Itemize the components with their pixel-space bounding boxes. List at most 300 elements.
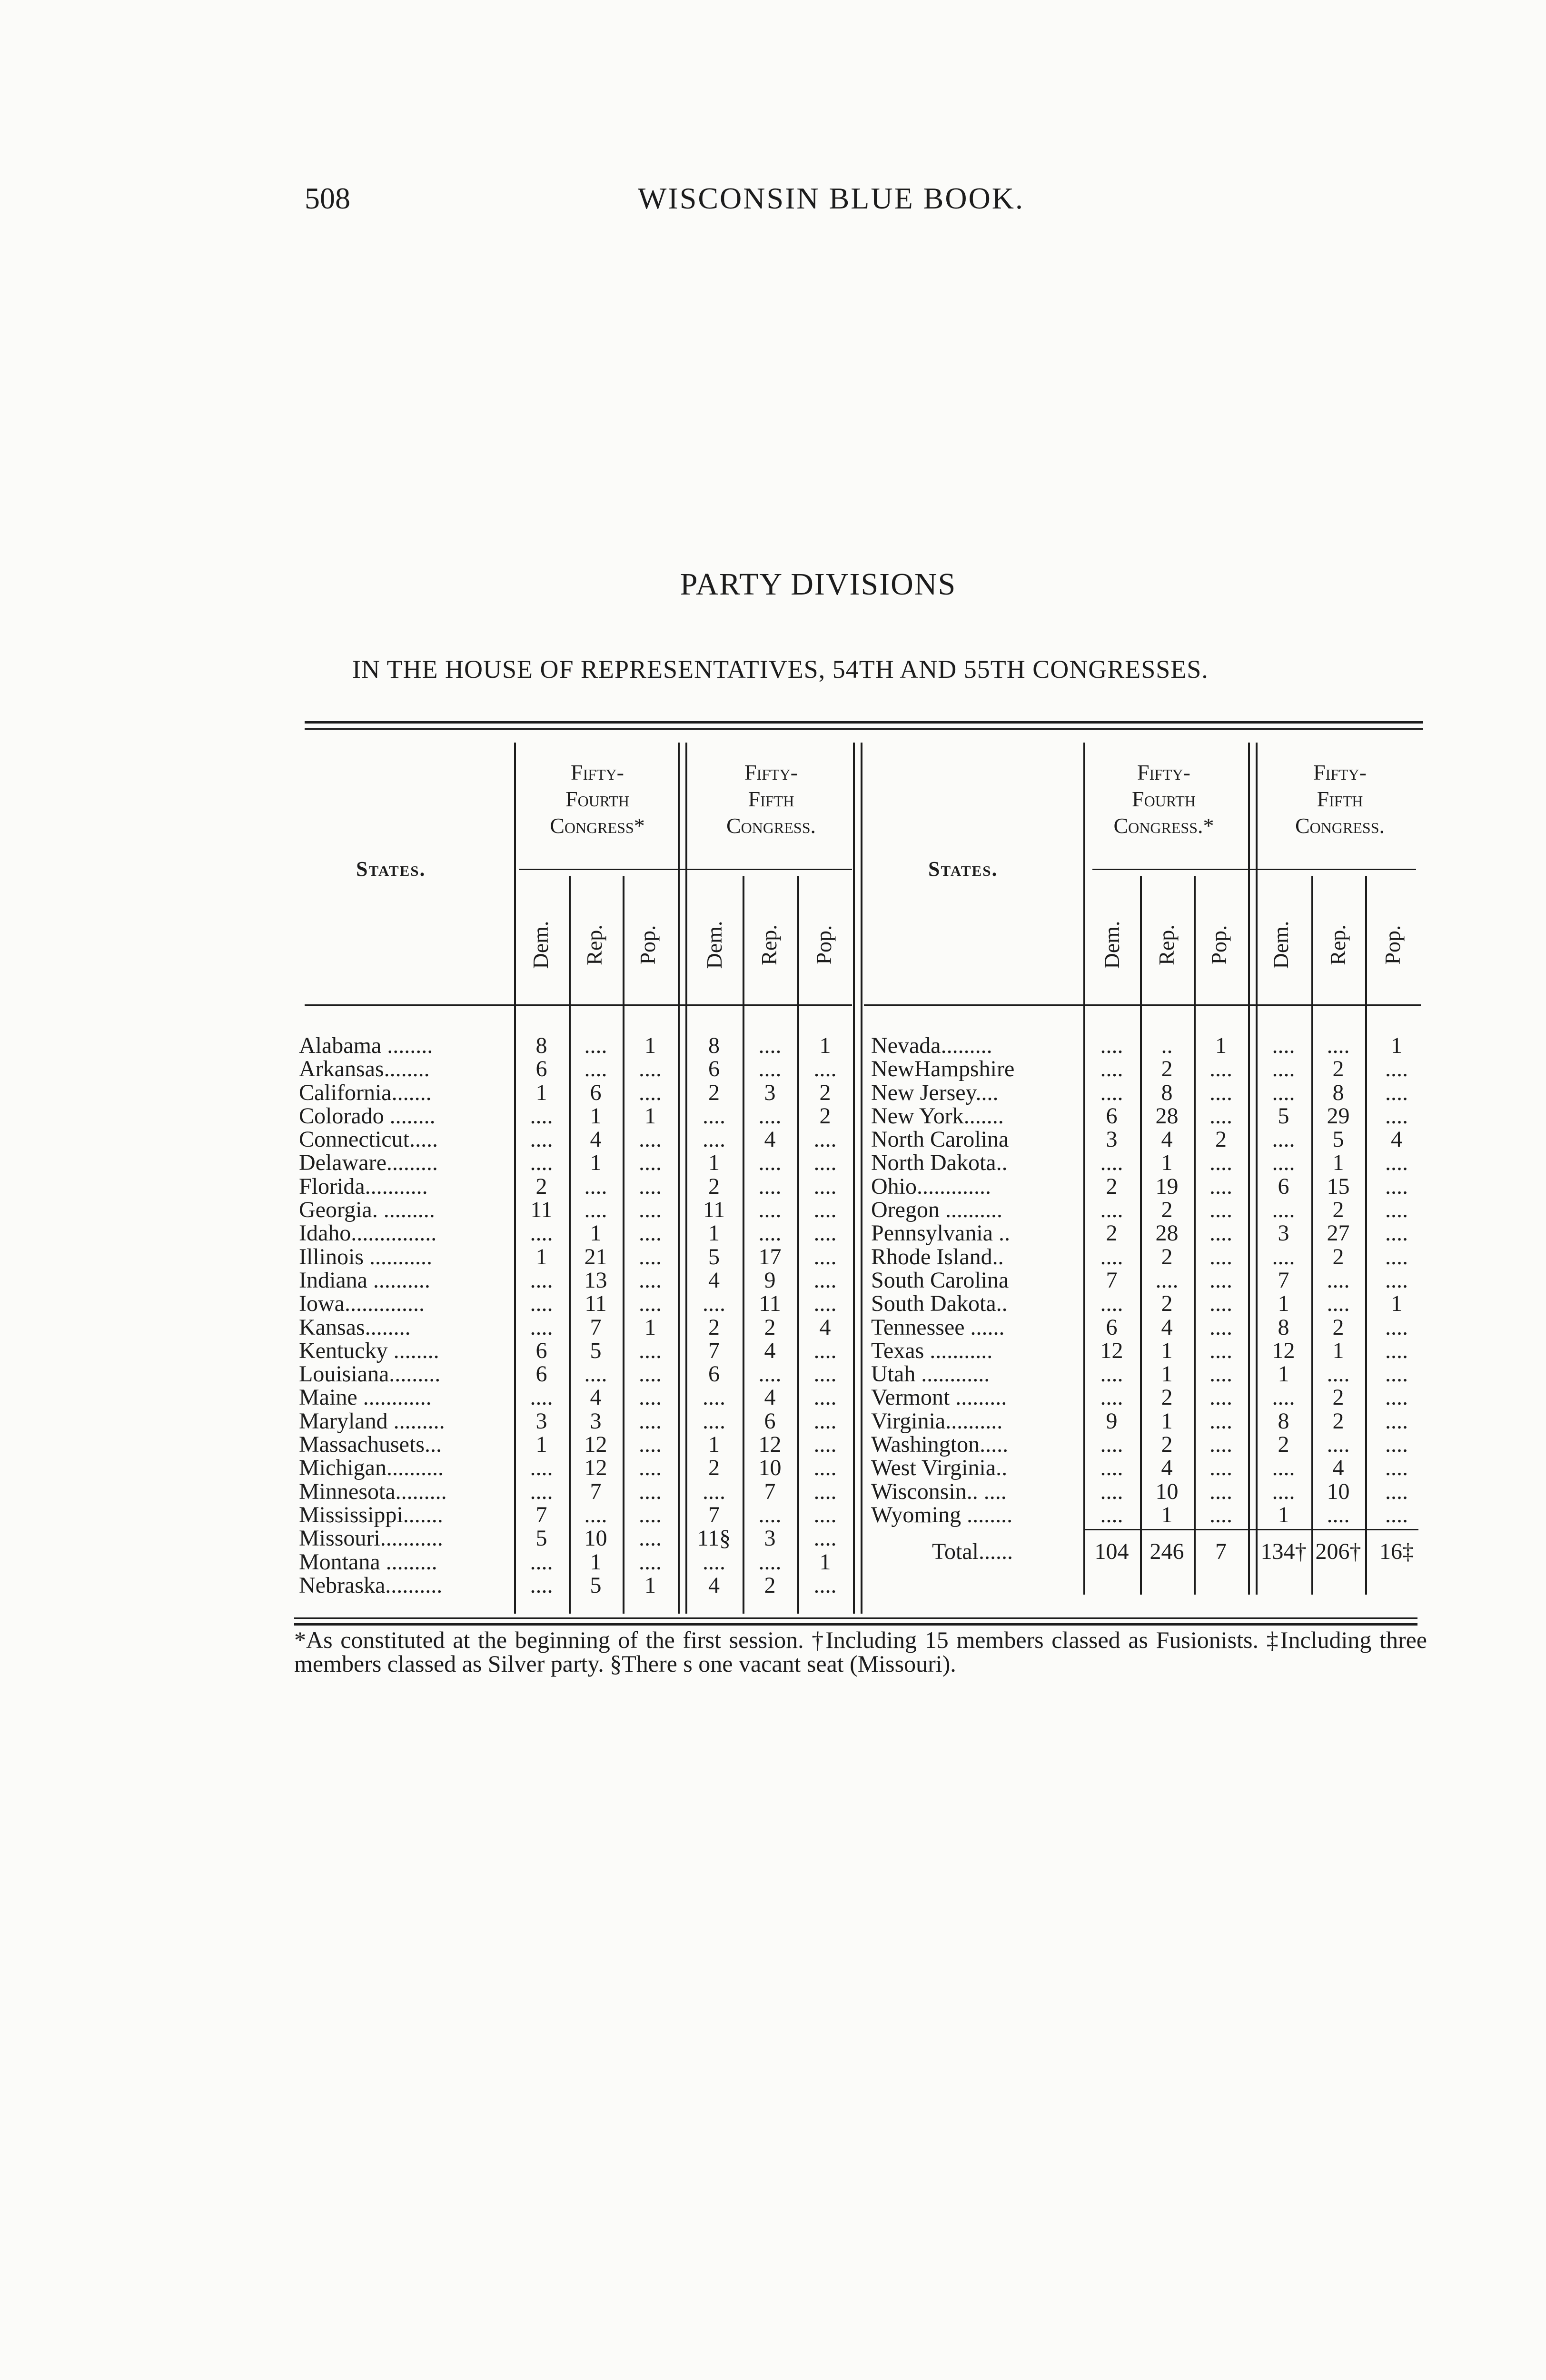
- cell-rep-55: 3: [764, 1526, 776, 1551]
- cell-rep-55: 2: [764, 1572, 776, 1598]
- table-row: [299, 1433, 856, 1456]
- state-name: Massachusets...: [299, 1432, 442, 1458]
- cell-rep-55: 3: [764, 1080, 776, 1105]
- cell-pop-54: ....: [1209, 1244, 1232, 1269]
- cell-dem-55: ....: [1272, 1127, 1295, 1152]
- cell-rep-55: 4: [764, 1338, 776, 1363]
- cell-dem-54: ....: [530, 1127, 553, 1152]
- cell-rep-55: 5: [1332, 1127, 1344, 1152]
- cell-rep-55: 2: [764, 1314, 776, 1340]
- cell-pop-54: ....: [1209, 1385, 1232, 1410]
- cell-rep-54: 12: [584, 1455, 607, 1481]
- cell-pop-55: ....: [813, 1197, 837, 1223]
- cell-rep-54: 7: [590, 1314, 602, 1340]
- state-name: Oregon ..........: [871, 1197, 1002, 1223]
- table-row: [871, 1104, 1428, 1128]
- cell-rep-54: 2: [1161, 1197, 1173, 1223]
- table-row: [871, 1175, 1428, 1198]
- cell-rep-55: 27: [1327, 1220, 1350, 1246]
- cell-rep-55: ....: [1327, 1267, 1350, 1293]
- table-row: [299, 1245, 856, 1269]
- cell-rep-54: 7: [590, 1478, 602, 1504]
- cell-pop-55: ....: [813, 1502, 837, 1527]
- group-55-line3: Congress.: [726, 813, 816, 838]
- cell-dem-54: 3: [535, 1408, 547, 1434]
- table-row: [871, 1362, 1428, 1386]
- table-row: [299, 1292, 856, 1315]
- cell-rep-55: 2: [1332, 1385, 1344, 1410]
- table-row: [871, 1316, 1428, 1339]
- cell-dem-55: 6: [708, 1361, 720, 1387]
- cell-rep-54: 1: [1161, 1502, 1173, 1527]
- state-name: Ohio.............: [871, 1173, 991, 1199]
- state-name: Wyoming ........: [871, 1502, 1013, 1527]
- group-underline-right: [1092, 869, 1416, 870]
- cell-pop-55: ....: [813, 1173, 837, 1199]
- cell-dem-55: ....: [1272, 1385, 1295, 1410]
- cell-rep-55: 2: [1332, 1314, 1344, 1340]
- cell-rep-54: 10: [584, 1526, 607, 1551]
- cell-rep-55: ....: [1327, 1033, 1350, 1058]
- cell-rep-54: ....: [584, 1033, 607, 1058]
- cell-dem-54: 6: [535, 1056, 547, 1082]
- table-row: [299, 1550, 856, 1574]
- cell-pop-54: ....: [639, 1408, 662, 1434]
- cell-rep-55: ....: [1327, 1361, 1350, 1387]
- cell-rep-54: 4: [590, 1127, 602, 1152]
- cell-pop-54: 2: [1215, 1127, 1227, 1152]
- table-row: [299, 1269, 856, 1292]
- table-row: [871, 1057, 1428, 1081]
- cell-dem-55: 6: [1278, 1173, 1289, 1199]
- cell-rep-54: 1: [590, 1103, 602, 1129]
- cell-dem-55: 5: [708, 1244, 720, 1269]
- cell-dem-55: 12: [1272, 1338, 1295, 1363]
- cell-rep-55: ....: [1327, 1291, 1350, 1317]
- cell-pop-55: ....: [813, 1361, 837, 1387]
- cell-rep-55: 7: [764, 1478, 776, 1504]
- total-rule: [1085, 1529, 1418, 1530]
- cell-dem-55: ....: [1272, 1033, 1295, 1058]
- cell-pop-54: ....: [639, 1220, 662, 1246]
- cell-pop-55: ....: [1385, 1314, 1408, 1340]
- table-row: [871, 1456, 1428, 1479]
- states-header-right: States.: [928, 857, 998, 881]
- state-name: Pennsylvania ..: [871, 1220, 1010, 1246]
- cell-rep-54: 1: [590, 1220, 602, 1246]
- cell-rep-55: 2: [1332, 1197, 1344, 1223]
- cell-dem-55: 2: [708, 1173, 720, 1199]
- cell-pop-54: ....: [1209, 1150, 1232, 1176]
- cell-dem-54: ....: [1100, 1432, 1123, 1458]
- table-row: [871, 1339, 1428, 1362]
- col-rep-54-left: Rep.: [582, 924, 606, 965]
- cell-rep-54: 21: [584, 1244, 607, 1269]
- bottom-rule-thick: [294, 1623, 1417, 1626]
- cell-rep-54: 28: [1155, 1103, 1179, 1129]
- table-row: [871, 1292, 1428, 1315]
- state-name: Louisiana.........: [299, 1361, 441, 1387]
- state-name: Idaho...............: [299, 1220, 437, 1246]
- footnote: *As constituted at the beginning of the first session. †Including 15 members classed as Fusionists. ‡Including three members classed as Silver party. §There s one vacant seat (Missouri).: [294, 1626, 1427, 1677]
- table-row: [299, 1104, 856, 1128]
- state-name: Colorado ........: [299, 1103, 436, 1129]
- cell-dem-55: ....: [1272, 1244, 1295, 1269]
- cell-rep-54: ..: [1161, 1033, 1173, 1058]
- group-54r-line3: Congress.*: [1113, 813, 1214, 838]
- cell-pop-54: 1: [644, 1572, 656, 1598]
- cell-pop-54: ....: [1209, 1080, 1232, 1105]
- col-dem-54-left: Dem.: [528, 921, 553, 969]
- state-name: New Jersey....: [871, 1080, 999, 1105]
- group-54-header-right: [1085, 759, 1242, 839]
- cell-dem-55: 8: [1278, 1408, 1289, 1434]
- table-row: [299, 1175, 856, 1198]
- cell-pop-55: ....: [1385, 1432, 1408, 1458]
- col-pop-55-left: Pop.: [811, 925, 836, 965]
- cell-dem-54: 1: [535, 1432, 547, 1458]
- cell-pop-54: ....: [639, 1385, 662, 1410]
- cell-dem-54: ....: [1100, 1244, 1123, 1269]
- cell-dem-54: 1: [535, 1080, 547, 1105]
- state-name: Indiana ..........: [299, 1267, 430, 1293]
- group-55-header-left: [690, 759, 852, 839]
- cell-pop-54: 1: [644, 1103, 656, 1129]
- cell-dem-54: ....: [1100, 1502, 1123, 1527]
- cell-pop-55: ....: [813, 1385, 837, 1410]
- cell-pop-55: ....: [1385, 1338, 1408, 1363]
- cell-pop-55: 2: [819, 1080, 831, 1105]
- table-row: [299, 1456, 856, 1479]
- cell-dem-55: 7: [1278, 1267, 1289, 1293]
- cell-dem-54: ....: [1100, 1455, 1123, 1481]
- cell-dem-55: 1: [708, 1220, 720, 1246]
- state-name: Minnesota.........: [299, 1478, 447, 1504]
- group-54r-line1: Fifty-: [1137, 760, 1190, 784]
- cell-pop-55: ....: [813, 1150, 837, 1176]
- cell-rep-55: ....: [1327, 1432, 1350, 1458]
- table-row: [299, 1409, 856, 1433]
- cell-dem-55: 11§: [697, 1526, 731, 1551]
- cell-pop-55: ....: [1385, 1056, 1408, 1082]
- total-dem-54: 104: [1094, 1539, 1129, 1564]
- group-54-line1: Fifty-: [570, 760, 624, 784]
- group-55r-line3: Congress.: [1295, 813, 1385, 838]
- cell-rep-55: 4: [764, 1127, 776, 1152]
- cell-rep-55: 12: [758, 1432, 782, 1458]
- cell-rep-54: ....: [1155, 1267, 1179, 1293]
- total-pop-54: 7: [1215, 1539, 1227, 1564]
- cell-pop-54: ....: [639, 1197, 662, 1223]
- state-name: Virginia..........: [871, 1408, 1003, 1434]
- group-54-header-left: [516, 759, 678, 839]
- cell-pop-54: ....: [1209, 1338, 1232, 1363]
- cell-pop-54: ....: [1209, 1103, 1232, 1129]
- col-rep-54-right: Rep.: [1154, 924, 1179, 965]
- header-rule-left: [305, 1004, 852, 1006]
- cell-dem-54: 2: [1106, 1220, 1118, 1246]
- cell-pop-55: ....: [813, 1408, 837, 1434]
- table-row: [871, 1198, 1428, 1221]
- states-header-left: States.: [356, 857, 426, 881]
- state-name: Missouri...........: [299, 1526, 443, 1551]
- cell-rep-54: 13: [584, 1267, 607, 1293]
- cell-rep-55: 6: [764, 1408, 776, 1434]
- cell-rep-55: 4: [764, 1385, 776, 1410]
- cell-dem-55: 11: [703, 1197, 725, 1223]
- cell-rep-54: ....: [584, 1173, 607, 1199]
- cell-pop-55: ....: [813, 1572, 837, 1598]
- table-row: [299, 1362, 856, 1386]
- cell-dem-54: 2: [535, 1173, 547, 1199]
- cell-pop-55: 1: [1391, 1033, 1402, 1058]
- cell-dem-54: 6: [1106, 1314, 1118, 1340]
- cell-rep-55: 15: [1327, 1173, 1350, 1199]
- table-row: [871, 1269, 1428, 1292]
- col-dem-54-right: Dem.: [1099, 921, 1124, 969]
- state-name: Arkansas........: [299, 1056, 430, 1082]
- cell-rep-54: 4: [1161, 1314, 1173, 1340]
- cell-dem-54: ....: [530, 1549, 553, 1575]
- cell-dem-54: ....: [1100, 1033, 1123, 1058]
- cell-rep-54: 4: [590, 1385, 602, 1410]
- col-pop-54-right: Pop.: [1206, 925, 1231, 965]
- state-name: Michigan..........: [299, 1455, 444, 1481]
- group-54-line2: Fourth: [565, 787, 629, 811]
- cell-rep-55: 4: [1332, 1455, 1344, 1481]
- cell-pop-55: ....: [1385, 1220, 1408, 1246]
- cell-dem-54: ....: [530, 1314, 553, 1340]
- cell-dem-55: 7: [708, 1338, 720, 1363]
- bottom-rule: [294, 1617, 1417, 1619]
- total-rep-55: 206†: [1315, 1539, 1361, 1564]
- cell-pop-54: ....: [639, 1526, 662, 1551]
- col-pop-54-left: Pop.: [635, 925, 660, 965]
- total-rep-54: 246: [1150, 1539, 1184, 1564]
- group-54-line3: Congress*: [550, 813, 645, 838]
- cell-rep-55: ....: [758, 1502, 782, 1527]
- cell-dem-55: ....: [1272, 1455, 1295, 1481]
- table-row: [299, 1574, 856, 1597]
- cell-rep-55: 17: [758, 1244, 782, 1269]
- cell-pop-54: ....: [1209, 1173, 1232, 1199]
- cell-pop-54: ....: [1209, 1478, 1232, 1504]
- cell-dem-55: 1: [1278, 1291, 1289, 1317]
- total-label: Total......: [932, 1539, 1013, 1564]
- cell-pop-54: ....: [639, 1502, 662, 1527]
- cell-pop-54: ....: [639, 1549, 662, 1575]
- top-rule-thin: [305, 728, 1423, 730]
- table-row: [299, 1339, 856, 1362]
- cell-rep-54: 1: [1161, 1361, 1173, 1387]
- state-name: Vermont .........: [871, 1385, 1007, 1410]
- state-name: California.......: [299, 1080, 432, 1105]
- cell-pop-55: ....: [1385, 1361, 1408, 1387]
- cell-rep-55: 2: [1332, 1244, 1344, 1269]
- col-pop-55-right: Pop.: [1380, 925, 1405, 965]
- state-name: West Virginia..: [871, 1455, 1008, 1481]
- cell-dem-54: 7: [535, 1502, 547, 1527]
- cell-dem-54: 11: [530, 1197, 553, 1223]
- state-name: Nebraska..........: [299, 1572, 443, 1598]
- table-row: [871, 1503, 1428, 1527]
- cell-pop-55: 4: [819, 1314, 831, 1340]
- right-table-body: [871, 1034, 1428, 1527]
- state-name: North Dakota..: [871, 1150, 1008, 1176]
- table-row: [299, 1128, 856, 1151]
- table-row: [871, 1128, 1428, 1151]
- cell-rep-55: ....: [758, 1549, 782, 1575]
- header-rule-right: [864, 1004, 1421, 1006]
- cell-pop-54: ....: [639, 1478, 662, 1504]
- cell-pop-55: ....: [813, 1526, 837, 1551]
- cell-rep-55: ....: [758, 1361, 782, 1387]
- state-name: Washington.....: [871, 1432, 1009, 1458]
- table-row: [871, 1034, 1428, 1057]
- cell-dem-54: 9: [1106, 1408, 1118, 1434]
- cell-dem-55: 2: [708, 1314, 720, 1340]
- cell-dem-55: ....: [703, 1549, 725, 1575]
- cell-dem-54: 2: [1106, 1173, 1118, 1199]
- cell-rep-55: 2: [1332, 1408, 1344, 1434]
- cell-dem-54: 12: [1100, 1338, 1123, 1363]
- cell-dem-55: 2: [1278, 1432, 1289, 1458]
- cell-rep-55: ....: [758, 1197, 782, 1223]
- cell-pop-54: ....: [1209, 1432, 1232, 1458]
- cell-dem-54: ....: [530, 1572, 553, 1598]
- cell-pop-55: ....: [1385, 1080, 1408, 1105]
- cell-dem-55: 8: [1278, 1314, 1289, 1340]
- cell-rep-54: 2: [1161, 1291, 1173, 1317]
- cell-pop-55: ....: [813, 1244, 837, 1269]
- table-row: [299, 1151, 856, 1174]
- cell-rep-54: 1: [1161, 1150, 1173, 1176]
- cell-dem-54: ....: [1100, 1197, 1123, 1223]
- cell-rep-55: ....: [758, 1103, 782, 1129]
- table-row: [299, 1316, 856, 1339]
- cell-pop-54: ....: [1209, 1502, 1232, 1527]
- cell-dem-55: 2: [708, 1455, 720, 1481]
- cell-rep-55: ....: [758, 1220, 782, 1246]
- cell-rep-55: ....: [758, 1033, 782, 1058]
- cell-pop-55: ....: [813, 1432, 837, 1458]
- cell-dem-55: ....: [703, 1127, 725, 1152]
- cell-dem-55: 3: [1278, 1220, 1289, 1246]
- cell-dem-54: ....: [530, 1267, 553, 1293]
- cell-pop-55: ....: [1385, 1103, 1408, 1129]
- cell-pop-54: ....: [639, 1127, 662, 1152]
- group-55r-line1: Fifty-: [1313, 760, 1367, 784]
- total-pop-55: 16‡: [1379, 1539, 1414, 1564]
- group-55-line1: Fifty-: [744, 760, 798, 784]
- state-name: Florida...........: [299, 1173, 428, 1199]
- cell-pop-54: 1: [1215, 1033, 1227, 1058]
- cell-pop-54: ....: [1209, 1267, 1232, 1293]
- cell-pop-54: ....: [639, 1080, 662, 1105]
- cell-pop-54: ....: [639, 1267, 662, 1293]
- cell-pop-54: ....: [639, 1361, 662, 1387]
- cell-dem-54: ....: [1100, 1478, 1123, 1504]
- cell-dem-55: ....: [703, 1385, 725, 1410]
- cell-rep-55: ....: [758, 1056, 782, 1082]
- cell-rep-55: 1: [1332, 1150, 1344, 1176]
- cell-dem-55: 5: [1278, 1103, 1289, 1129]
- cell-pop-54: ....: [1209, 1291, 1232, 1317]
- state-name: South Dakota..: [871, 1291, 1008, 1317]
- col-dem-55-left: Dem.: [702, 921, 726, 969]
- cell-pop-54: 1: [644, 1033, 656, 1058]
- table-row: [299, 1386, 856, 1409]
- cell-rep-55: 29: [1327, 1103, 1350, 1129]
- cell-dem-54: ....: [530, 1150, 553, 1176]
- cell-rep-54: 1: [1161, 1338, 1173, 1363]
- cell-rep-55: ....: [1327, 1502, 1350, 1527]
- cell-rep-55: ....: [758, 1173, 782, 1199]
- cell-pop-54: ....: [639, 1056, 662, 1082]
- cell-rep-54: 1: [590, 1150, 602, 1176]
- cell-dem-54: ....: [530, 1220, 553, 1246]
- table-row: [871, 1480, 1428, 1503]
- page-title: PARTY DIVISIONS: [680, 567, 957, 602]
- total-row: [871, 1540, 1428, 1563]
- state-name: NewHampshire: [871, 1056, 1015, 1082]
- cell-dem-54: ....: [1100, 1150, 1123, 1176]
- cell-dem-54: ....: [530, 1455, 553, 1481]
- cell-rep-55: 10: [758, 1455, 782, 1481]
- cell-rep-54: ....: [584, 1197, 607, 1223]
- col-rep-55-right: Rep.: [1325, 924, 1350, 965]
- cell-rep-55: 11: [759, 1291, 781, 1317]
- cell-rep-54: ....: [584, 1502, 607, 1527]
- state-name: Kansas........: [299, 1314, 411, 1340]
- cell-pop-55: ....: [1385, 1197, 1408, 1223]
- table-row: [871, 1221, 1428, 1245]
- cell-rep-55: 9: [764, 1267, 776, 1293]
- state-name: South Carolina: [871, 1267, 1009, 1293]
- cell-pop-55: ....: [813, 1455, 837, 1481]
- cell-pop-55: ....: [1385, 1455, 1408, 1481]
- cell-dem-55: ....: [703, 1291, 725, 1317]
- state-name: Rhode Island..: [871, 1244, 1004, 1269]
- cell-rep-54: 10: [1155, 1478, 1179, 1504]
- cell-dem-54: ....: [530, 1103, 553, 1129]
- cell-pop-55: ....: [813, 1127, 837, 1152]
- state-name: New York.......: [871, 1103, 1004, 1129]
- cell-pop-55: 1: [819, 1549, 831, 1575]
- cell-dem-55: ....: [1272, 1478, 1295, 1504]
- table-row-total: [871, 1540, 1428, 1563]
- cell-dem-55: 7: [708, 1502, 720, 1527]
- cell-dem-54: 6: [535, 1338, 547, 1363]
- cell-rep-54: ....: [584, 1056, 607, 1082]
- cell-dem-55: ....: [1272, 1150, 1295, 1176]
- cell-rep-54: 1: [590, 1549, 602, 1575]
- top-rule: [305, 721, 1423, 724]
- state-name: Maine ............: [299, 1385, 432, 1410]
- state-name: Utah ............: [871, 1361, 990, 1387]
- cell-pop-54: ....: [639, 1150, 662, 1176]
- cell-rep-54: 5: [590, 1338, 602, 1363]
- cell-pop-54: ....: [1209, 1408, 1232, 1434]
- cell-pop-54: ....: [639, 1455, 662, 1481]
- cell-dem-54: ....: [1100, 1291, 1123, 1317]
- cell-rep-54: 4: [1161, 1127, 1173, 1152]
- cell-pop-55: 1: [1391, 1291, 1402, 1317]
- cell-pop-54: ....: [1209, 1455, 1232, 1481]
- cell-dem-55: ....: [1272, 1080, 1295, 1105]
- cell-dem-54: 7: [1106, 1267, 1118, 1293]
- cell-rep-54: 28: [1155, 1220, 1179, 1246]
